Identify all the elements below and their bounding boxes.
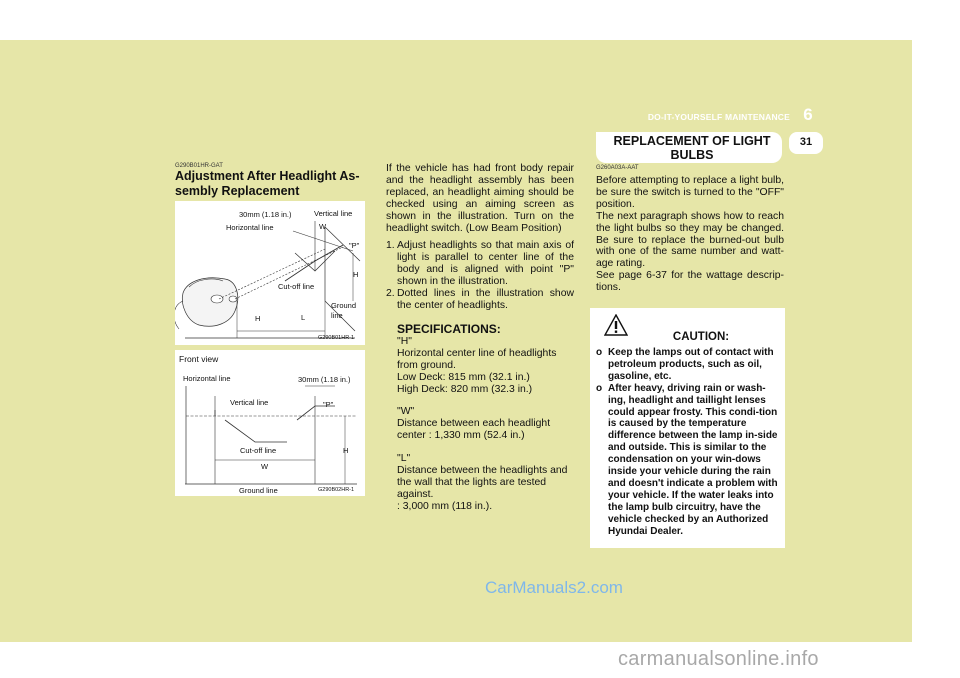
spec-line: Distance between each headlight center : 1,330 mm (52.4 in.) xyxy=(397,418,551,442)
fig1-h-left-label: H xyxy=(255,314,261,323)
fig2-30mm-label: 30mm (1.18 in.) xyxy=(298,375,351,384)
step-text: Adjust headlights so that main axis of light is parallel to center line of the body and is aligned with point "P" shown in the illustration. xyxy=(397,240,574,288)
section-title: REPLACEMENT OF LIGHT BULBS xyxy=(613,134,771,162)
fig2-w-label: W xyxy=(261,462,269,471)
right-column xyxy=(596,165,784,294)
caution-item xyxy=(596,347,783,383)
spec-h xyxy=(397,336,574,396)
caution-text: After heavy, driving rain or wash-ing, headlight and taillight lenses could appear frosty. This condi-tion is caused by the temperature difference between the lamp in-side and outside. This is similar to the condensation on your win-dows inside your vehicle during the rain and doesn't indicate a problem with your vehicle. If the water leaks into the lamp bulb circuitry, have the vehicle checked by an Authorized Hyundai Dealer. xyxy=(608,382,778,537)
step-text: Dotted lines in the illustration show the center of headlights. xyxy=(397,288,574,311)
spec-title: "W" xyxy=(397,406,415,418)
spec-line: : 3,000 mm (118 in.). xyxy=(397,500,493,512)
watermark-carmanuals2[interactable]: CarManuals2.com xyxy=(485,578,623,597)
headlight-aiming-side-figure xyxy=(175,201,365,345)
fig2-code: G290B02HR-1 xyxy=(318,487,355,493)
step-number: 1. xyxy=(386,240,395,252)
fig2-front-view-label: Front view xyxy=(179,354,219,364)
fig1-ground-line-label: Ground line xyxy=(331,301,357,320)
caution-bullet: o xyxy=(596,347,603,358)
chapter-number: 6 xyxy=(803,105,813,124)
section-code: G290B01HR-GAT xyxy=(175,163,223,169)
fig2-h-label: H xyxy=(343,446,349,455)
step-number: 2. xyxy=(386,288,395,300)
fig2-ground-line-label: Ground line xyxy=(239,486,278,495)
top-margin xyxy=(0,0,960,40)
front-view-illustration xyxy=(175,350,365,496)
caution-title: CAUTION: xyxy=(672,331,730,343)
chapter-title: DO-IT-YOURSELF MAINTENANCE xyxy=(647,112,790,122)
fig2-p-label: "P" xyxy=(323,400,334,409)
caution-list xyxy=(596,347,783,538)
spec-title: "L" xyxy=(397,453,411,465)
fig1-cutoff-line-label: Cut-off line xyxy=(278,282,315,291)
caution-text: Keep the lamps out of contact with petroleum products, such as oil, gasoline, etc. xyxy=(608,347,774,382)
fig1-l-label: L xyxy=(301,313,306,322)
step-2 xyxy=(386,288,574,312)
paragraph-3: See page 6-37 for the wattage descrip-tions. xyxy=(596,270,784,294)
fig1-horizontal-line-label: Horizontal line xyxy=(226,223,274,232)
fig1-w-label: W xyxy=(319,222,327,231)
spec-line: High Deck: 820 mm (32.3 in.) xyxy=(397,383,533,395)
caution-bullet: o xyxy=(596,382,603,394)
spec-line: Low Deck: 815 mm (32.1 in.) xyxy=(397,371,530,383)
warning-triangle-icon xyxy=(604,314,628,336)
fig1-30mm-label: 30mm (1.18 in.) xyxy=(239,210,292,219)
spec-line: Distance between the headlights and the wall that the lights are tested against. xyxy=(397,465,568,500)
fig1-vertical-line-label: Vertical line xyxy=(314,209,353,218)
fig1-p-label: "P" xyxy=(349,241,360,250)
caution-item xyxy=(596,383,783,538)
section-heading: Adjustment After Headlight As-sembly Replacement xyxy=(175,169,360,198)
headlight-aiming-front-figure xyxy=(175,350,365,496)
spec-line: Horizontal center line of headlights from ground. xyxy=(397,347,557,371)
watermark-carmanualsonline[interactable]: carmanualsonline.info xyxy=(618,648,819,670)
fig1-h-right-label: H xyxy=(353,270,359,279)
section-code: G260A03A-AAT xyxy=(596,165,639,171)
fig1-code: G290B01HR-1 xyxy=(318,335,355,341)
spec-title: "H" xyxy=(397,335,412,347)
spec-w xyxy=(397,406,574,442)
spec-l xyxy=(397,453,574,513)
fig2-vertical-line-label: Vertical line xyxy=(230,398,269,407)
left-column xyxy=(175,163,365,199)
intro-paragraph: If the vehicle has had front body repair and the headlight assembly has been replaced, an headlight aiming should be checked using an aiming screen as shown in the illustration. Turn on the headlight switch. (Low Beam Position) xyxy=(386,163,574,234)
paragraph-1: Before attempting to replace a light bulb, be sure the switch is turned to the "OFF" position. xyxy=(596,175,784,210)
specifications-title: SPECIFICATIONS: xyxy=(397,321,501,336)
fig2-cutoff-line-label: Cut-off line xyxy=(240,446,277,455)
middle-column xyxy=(386,163,574,513)
step-1 xyxy=(386,240,574,288)
paragraph-2: The next paragraph shows how to reach the light bulbs so they may be changed. Be sure to replace the burned-out bulb with one of the same number and watt-age rating. xyxy=(596,210,784,270)
fig2-horizontal-line-label: Horizontal line xyxy=(183,374,231,383)
page-number: 31 xyxy=(799,136,813,148)
